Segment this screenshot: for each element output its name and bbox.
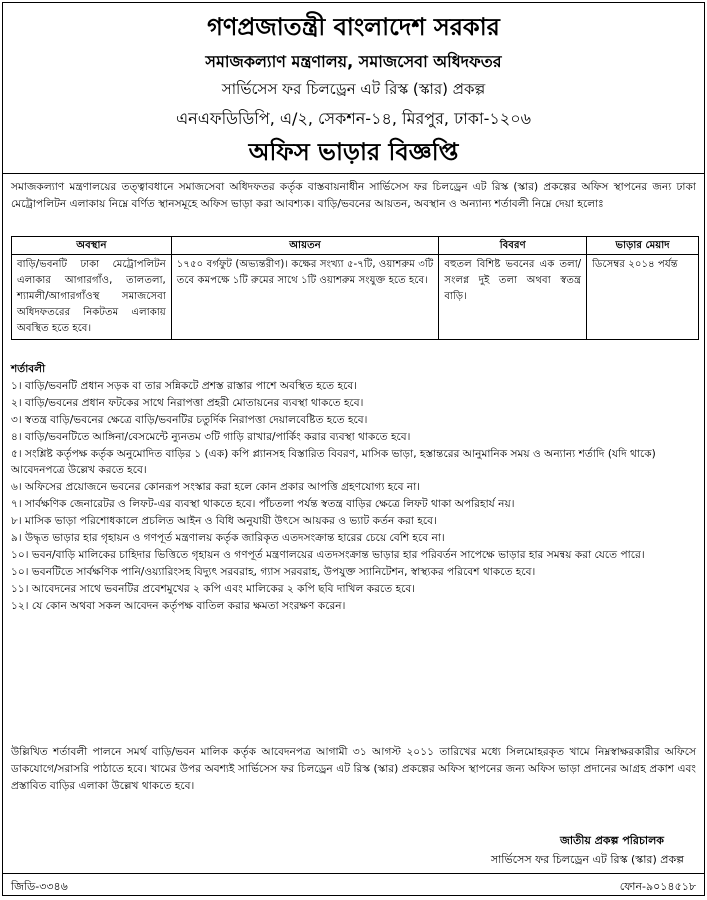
cell-description: বহুতল বিশিষ্ট ভবনের এক তলা/সংলগ্ন দুই তলা অথবা স্বতন্ত্র বাড়ি। [439, 255, 587, 340]
term-item: ২। বাড়ি/ভবনের প্রধান ফটকের সাথে নিরাপত্তা প্রহরী মোতায়নের ব্যবস্থা থাকতে হবে। [11, 396, 364, 409]
notice-page [2, 2, 705, 896]
cell-location: বাড়ি/ভবনটি ঢাকা মেট্রোপলিটন এলাকার আগারগাঁও, তালতলা, শ্যামলী/আগারগাঁওস্থ সমাজসেবা অধিদফতরের নিকটতম এলাকায় অবস্থিত হতে হবে। [12, 255, 172, 340]
term-item: ৭। সার্বক্ষণিক জেনারেটর ও লিফট-এর ব্যবস্থা থাকতে হবে। পাঁচতলা পর্যন্ত স্বতন্ত্র বাড়ির ক্ষেত্রে লিফট থাকা অপরিহার্য নয়। [11, 498, 515, 511]
phone-number: ফোন-৯০১৪৫১৮ [619, 880, 696, 893]
requirements-table [11, 236, 699, 340]
term-item: ১০। ভবনটিতে সার্বক্ষণিক পানি/ওয়্যারিংসহ বিদ্যুৎ সরবরাহ, গ্যাস সরবরাহ, উপযুক্ত স্যানিটেশন, স্বাস্থ্যকর পরিবেশ থাকতে হবে। [11, 565, 536, 578]
ministry-title: সমাজকল্যাণ মন্ত্রণালয়, সমাজসেবা অধিদফতর [205, 52, 502, 71]
term-item: ১১। আবেদনের সাথে ভবনটির প্রবেশমুখের ২ কপি এবং মালিকের ২ কপি ছবি দাখিল করতে হবে। [11, 582, 416, 595]
gd-number: জিডি-৩৩৪৬ [11, 880, 68, 893]
government-title: গণপ্রজাতন্ত্রী বাংলাদেশ সরকার [207, 13, 500, 41]
terms-section [11, 361, 696, 615]
term-item: ৯। উদ্ধৃত ভাড়ার হার গৃহায়ন ও গণপূর্ত মন্ত্রণালয় কর্তৃক জারিকৃত এতদসংক্রান্ত হারের চেয়ে বেশি হবে না। [11, 532, 445, 545]
signatory-org: সার্ভিসেস ফর চিলড্রেন এট রিস্ক (স্কার) প্রকল্প [490, 853, 684, 866]
intro-paragraph: সমাজকল্যাণ মন্ত্রণালয়ের তত্ত্বাবধানে সমাজসেবা অধিদফতর কর্তৃক বাস্তবায়নাধীন সার্ভিসেস ফর চিলড্রেন এট রিস্ক (স্কার) প্রকল্পের অফিস স্থাপনের জন্য ঢাকা মেট্রোপলিটন এলাকায় নিম্নে বর্ণিত স্থানসমূহে অফিস ভাড়া করা আবশ্যক। বাড়ি/ভবনের আয়তন, অবস্থান ও অন্যান্য শর্তাবলী নিম্নে দেয়া হলোঃ [11, 181, 696, 210]
term-item: ১০। ভবন/বাড়ি মালিকের চাহিদার ভিত্তিতে গৃহায়ন ও গণপূর্ত মন্ত্রণালয়ের এতদসংক্রান্ত ভাড়ার হার পরিবর্তন সাপেক্ষে ভাড়ার হার সমন্বয় করা যেতে পারে। [11, 548, 645, 561]
project-name: সার্ভিসেস ফর চিলড্রেন এট রিস্ক (স্কার) প্রকল্প [221, 80, 486, 98]
col-size: আয়তন [171, 237, 439, 255]
term-item: ৮। মাসিক ভাড়া পরিশোধকালে প্রচলিত আইন ও বিধি অনুযায়ী উৎসে আয়কর ও ভ্যাট কর্তন করা হবে। [11, 515, 437, 528]
cell-size: ১৭৫০ বর্গফুট (অভ্যন্তরীণ)। কক্ষের সংখ্যা ৫-৭টি, ওয়াশরুম ৩টি তবে কমপক্ষে ১টি রুমের সাথে ১টি ওয়াশরুম সংযুক্ত হতে হবে। [171, 255, 439, 340]
address: এনএফডিডিপি, এ/২, সেকশন-১৪, মিরপুর, ঢাকা-১২০৬ [175, 109, 531, 128]
term-item: ৬। অফিসের প্রয়োজনে ভবনের কোনরূপ সংস্কার করা হলে কোন প্রকার আপত্তি গ্রহণযোগ্য হবে না। [11, 481, 421, 494]
header-divider [3, 173, 704, 174]
col-location: অবস্থান [12, 237, 172, 255]
term-item: ৪। বাড়ি/ভবনটিতে আঙ্গিনা/বেসমেন্টে ন্যুনতম ৩টি গাড়ি রাখার/পার্কিং করার ব্যবস্থা থাকতে হবে। [11, 430, 411, 443]
cell-rent-period: ডিসেম্বর ২০১৪ পর্যন্ত [587, 255, 699, 340]
term-item: ৩। স্বতন্ত্র বাড়ি/ভবনের ক্ষেত্রে বাড়ি/ভবনটির চতুর্দিক নিরাপত্তা দেয়ালবেষ্টিত হতে হবে। [11, 413, 368, 426]
col-description: বিবরণ [439, 237, 587, 255]
signatory-title: জাতীয় প্রকল্প পরিচালক [559, 834, 664, 847]
terms-title: শর্তাবলী [11, 363, 46, 375]
notice-title: অফিস ভাড়ার বিজ্ঞপ্তি [248, 138, 459, 166]
term-item: ৫। সংশ্লিষ্ট কর্তৃপক্ষ কর্তৃক অনুমোদিত বাড়ির ১ (এক) কপি প্ল্যানসহ বিস্তারিত বিবরণ, মাসিক ভাড়া, হস্তান্তরের আনুমানিক সময় ও অন্যান্য শর্তাদি (যদি থাকে) আবেদনপত্রে উল্লেখ করতে হবে। [11, 447, 656, 477]
table-row [12, 255, 699, 340]
footer-bar [3, 873, 704, 896]
closing-paragraph: উল্লিখিত শর্তাবলী পালনে সমর্থ বাড়ি/ভবন মালিক কর্তৃক আবেদনপত্র আগামী ৩১ আগস্ট ২০১১ তারিখের মধ্যে সিলমোহরকৃত খামে নিম্নস্বাক্ষরকারীর অফিসে ডাকযোগে/সরাসরি পাঠাতে হবে। খামের উপর অবশ্যই সার্ভিসেস ফর চিলড্রেন এট রিস্ক (স্কার) প্রকল্পের অফিস স্থাপনের জন্য অফিস ভাড়া প্রদানের আগ্রহ প্রকাশ এবং প্রস্তাবিত বাড়ির এলাকা উল্লেখ থাকতে হবে। [11, 746, 696, 792]
terms-list [11, 378, 696, 615]
col-rent-period: ভাড়ার মেয়াদ [587, 237, 699, 255]
table-header-row [12, 237, 699, 255]
term-item: ১। বাড়ি/ভবনটি প্রধান সড়ক বা তার সন্নিকটে প্রশস্ত রাস্তার পাশে অবস্থিত হতে হবে। [11, 379, 358, 392]
term-item: ১২। যে কোন অথবা সকল আবেদন কর্তৃপক্ষ বাতিল করার ক্ষমতা সংরক্ষণ করেন। [11, 599, 346, 612]
